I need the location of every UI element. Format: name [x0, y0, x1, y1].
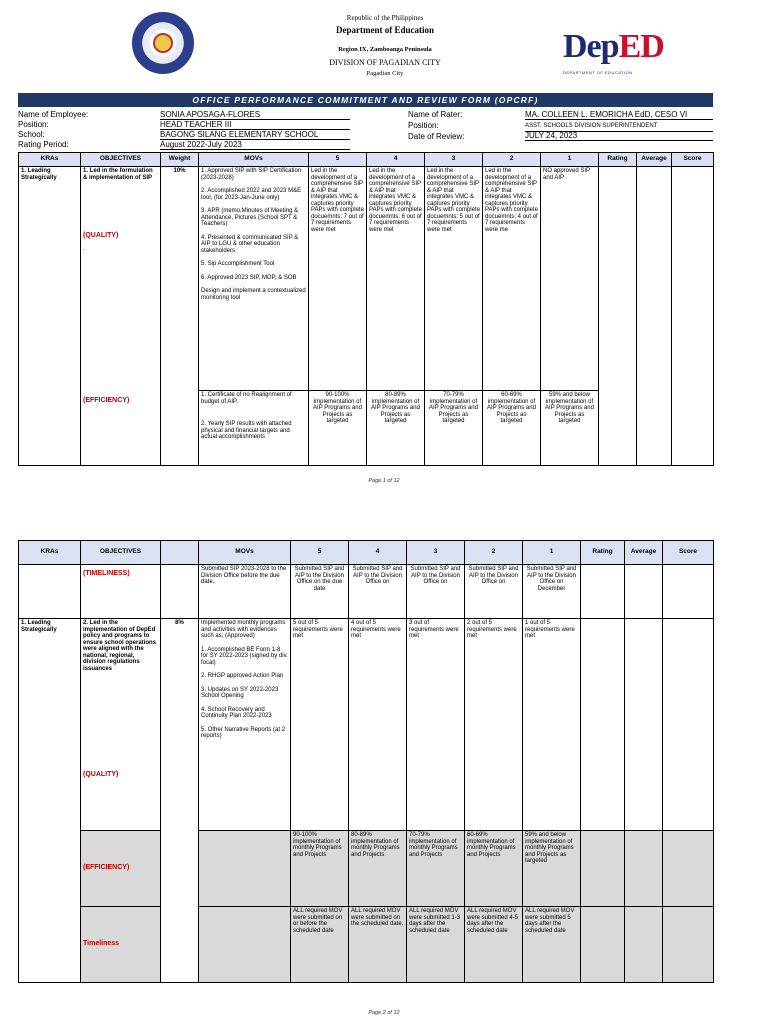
col-movs: MOVs: [199, 153, 309, 167]
timeliness-2-cell: Submitted SIP and AIP to the Division Office on: [465, 565, 523, 619]
timeliness-3-cell: Submitted SIP and AIP to the Division Office on: [407, 565, 465, 619]
average-cell: [625, 565, 663, 619]
efficiency-label: (EFFICIENCY): [83, 396, 130, 404]
mov-item: 2. Yearly SIP results with attached physical and financial targets and actual accomplishments: [201, 421, 292, 440]
mov-item: 5. Sip Accomplishment Tool: [201, 261, 275, 267]
mov-item: 2. RHGP approved Action Plan: [201, 673, 284, 679]
timeliness-objective-cell: [81, 565, 161, 619]
col-rating-4: 4: [349, 541, 407, 565]
movs-efficiency-cell: [199, 831, 291, 907]
rating-cell: [581, 619, 625, 831]
table-row: [19, 619, 714, 831]
mov-item: 1. Accomplished BE Form 1-8 for SY 2022-2023 (signed by div. focal): [201, 646, 288, 666]
republic-text: Republic of the Philippines: [346, 14, 424, 22]
page-number: Page 1 of 12: [368, 478, 400, 484]
col-rating-3: 3: [425, 153, 483, 167]
efficiency-objective-cell: [81, 831, 161, 907]
employee-name-label: Name of Employee:: [18, 110, 89, 119]
quality-4-cell: Led in the development of a comprehensive SIP & AIP that integrates VMC & captures priority PAPs with complete docuemnts: 6 out of 7 requirements were met: [367, 167, 425, 391]
deped-seal-icon: [132, 12, 194, 74]
col-score: Score: [672, 153, 714, 167]
movs-efficiency-cell: [199, 391, 309, 466]
average-cell: [625, 619, 663, 831]
quality-label: (QUALITY): [83, 232, 119, 239]
average-cell: [625, 907, 663, 983]
mov-item: 1. Approved SIP with SIP Certification (2023-2028): [201, 168, 302, 181]
mov-item: 6. Approved 2023 SIP, MOP, & SOB: [201, 274, 297, 281]
col-rating: Rating: [599, 153, 637, 167]
employee-name: SONIA APOSAGA-FLORES: [160, 110, 350, 120]
quality-5-cell: 5 out of 5 requirements were met: [291, 619, 349, 831]
col-score: Score: [663, 541, 714, 565]
efficiency-4-cell: 80-89% implementation of monthly Programs and Projects: [349, 831, 407, 907]
rater-position-label: Position:: [408, 121, 439, 130]
col-weight: [161, 541, 199, 565]
timeliness2-5-cell: ALL required MOV were submitted on or before the scheduled date: [291, 907, 349, 983]
rating-period: August 2022-July 2023: [160, 140, 350, 150]
mov-item: 2. Accomplished 2022 and 2023 M&E tool, (for 2023-Jan-June only): [201, 188, 302, 201]
employee-position: HEAD TEACHER III: [160, 120, 350, 130]
weight-cell: 10%: [161, 167, 199, 466]
department-text: Department of Education: [336, 25, 434, 35]
col-rating-1: 1: [541, 153, 599, 167]
table-row: [19, 907, 714, 983]
timeliness-label: (TIMELINESS): [83, 570, 130, 577]
col-rating-5: 5: [309, 153, 367, 167]
objective-text: 2. Led in the implementation of DepEd policy and programs to ensure school operations were aligned with the national, regional, division regulations issuances: [83, 620, 157, 672]
timeliness2-3-cell: ALL required MOV were submitted 1-3 days after the scheduled date: [407, 907, 465, 983]
efficiency-1-cell: 59% and below implementation of AIP Programs and Projects as targeted: [541, 391, 599, 466]
dot-text: .: [83, 245, 85, 252]
quality-2-cell: 2 out of 5 requirements were met: [465, 619, 523, 831]
form-title: OFFICE PERFORMANCE COMMITMENT AND REVIEW FORM (OPCRF): [18, 93, 713, 107]
objective-text: 1. Led in the formulation & implementation of SIP: [83, 168, 153, 181]
objective-cell: [81, 619, 161, 831]
col-weight: Weight: [161, 153, 199, 167]
efficiency-objective-cell: [81, 391, 161, 466]
review-date-label: Date of Review:: [408, 132, 465, 141]
col-rating-4: 4: [367, 153, 425, 167]
efficiency-1-cell: 59% and below implementation of monthly Programs and Projects as targeted: [523, 831, 581, 907]
deped-logo-text: DepED: [563, 28, 664, 65]
movs-timeliness2-cell: [199, 907, 291, 983]
mov-item: Design and implement a contextualized monitoring tool: [201, 288, 306, 301]
quality-5-cell: Led in the development of a comprehensive SIP & AIP that integrates VMC & captures priority PAPs with complete docuemnts: 7 out of 7 requirements were met: [309, 167, 367, 391]
opcrf-table-page-1: [18, 152, 714, 466]
kra-cell-empty: [19, 565, 81, 619]
employee-school: BAGONG SILANG ELEMENTARY SCHOOL: [160, 130, 350, 140]
average-cell: [625, 831, 663, 907]
timeliness-1-cell: Submitted SIP and AIP to the Division Office on December: [523, 565, 581, 619]
quality-4-cell: 4 out of 5 requirements were met: [349, 619, 407, 831]
rating-cell: [581, 565, 625, 619]
quality-label: (QUALITY): [83, 771, 119, 778]
average-cell: [637, 167, 672, 466]
col-rating-3: 3: [407, 541, 465, 565]
page-1: [0, 0, 768, 500]
movs-quality-cell: [199, 619, 291, 831]
table-row: [19, 167, 714, 391]
efficiency-3-cell: 70-79% implementation of AIP Programs and Projects as targeted: [425, 391, 483, 466]
review-date: JULY 24, 2023: [525, 131, 713, 141]
col-rating-1: 1: [523, 541, 581, 565]
table-header-row: [19, 541, 714, 565]
score-cell: [663, 831, 714, 907]
timeliness2-label: Timeliness: [83, 940, 120, 948]
efficiency-5-cell: 90-100% implementation of monthly Programs and Projects: [291, 831, 349, 907]
efficiency-5-cell: 90-100% implementation of AIP Programs and Projects as targeted: [309, 391, 367, 466]
timeliness2-4-cell: ALL required MOV were submitted on the scheduled date.: [349, 907, 407, 983]
movs-quality-cell: [199, 167, 309, 391]
rater-position: ASST. SCHOOLS DIVISION SUPERINTENDENT: [525, 122, 713, 132]
col-kras: KRAs: [19, 541, 81, 565]
employee-position-label: Position:: [18, 120, 49, 129]
timeliness2-objective-cell: [81, 907, 161, 983]
rating-cell: [581, 831, 625, 907]
timeliness-mov-cell: Submitted SIP 2023-2028 to the Division Office before the due date.: [199, 565, 291, 619]
timeliness-4-cell: Submitted SIP and AIP to the Division Office on: [349, 565, 407, 619]
quality-2-cell: Led in the development of a comprehensive SIP & AIP that integrates VMC & captures priority PAPs with complete docuemnts: 4 out of 7 requirements were me: [483, 167, 541, 391]
rating-cell: [581, 907, 625, 983]
col-movs: MOVs: [199, 541, 291, 565]
quality-1-cell: NO approved SIP and AIP: [541, 167, 599, 391]
timeliness2-2-cell: ALL required MOV were submitted 4-5 days after the scheduled date: [465, 907, 523, 983]
rater-name-label: Name of Rater:: [408, 110, 463, 119]
quality-3-cell: 3 out of requirements were met: [407, 619, 465, 831]
employee-school-label: School:: [18, 130, 45, 139]
opcrf-table-page-2: [18, 540, 714, 983]
col-rating-2: 2: [483, 153, 541, 167]
weight-cell-empty: [161, 565, 199, 619]
mov-item: 4. School Recovery and Continuity Plan 2022-2023: [201, 706, 272, 719]
col-rating: Rating: [581, 541, 625, 565]
region-text: Region IX, Zamboanga Peninsula: [338, 46, 432, 53]
efficiency-4-cell: 80-89% implementation of AIP Programs and Projects as targeted: [367, 391, 425, 466]
timeliness2-1-cell: ALL required MOV were submitted 5 days after the scheduled date: [523, 907, 581, 983]
mov-item: 1. Certificate of no Realignment of budget of AIP.: [201, 392, 292, 405]
kra-cell: 1. Leading Strategically: [19, 167, 81, 466]
quality-3-cell: Led in the development of a comprehensive SIP & AIP that integrates VMC & captures priority PAPs with complete docuemnts: 5 out of 7 requirements were met: [425, 167, 483, 391]
col-rating-5: 5: [291, 541, 349, 565]
mov-item: 3. Updates on SY 2022-2023 School Opening: [201, 686, 279, 699]
score-cell: [663, 907, 714, 983]
col-kras: KRAs: [19, 153, 81, 167]
weight-cell: 8%: [161, 619, 199, 983]
col-objectives: OBJECTIVES: [81, 153, 161, 167]
col-rating-2: 2: [465, 541, 523, 565]
score-cell: [663, 619, 714, 831]
table-row: [19, 831, 714, 907]
page-number: Page 2 of 12: [368, 1010, 400, 1016]
efficiency-2-cell: 60-69% implementation of AIP Programs and Projects as targeted: [483, 391, 541, 466]
efficiency-2-cell: 60-69% implementation of monthly Programs and Projects: [465, 831, 523, 907]
objective-cell: [81, 167, 161, 391]
col-average: Average: [625, 541, 663, 565]
mov-item: 5. Other Narrative Reports (at 2 reports): [201, 726, 286, 739]
efficiency-label: (EFFICIENCY): [83, 864, 130, 872]
city-text: Pagadian City: [366, 70, 404, 77]
timeliness-5-cell: Submitted SIP and AIP to the Division Office on the due date: [291, 565, 349, 619]
quality-1-cell: 1 out of 5 requirements were met: [523, 619, 581, 831]
page-2: [0, 512, 768, 1024]
table-header-row: [19, 153, 714, 167]
rater-name: MA. COLLEEN L. EMORICHA EdD, CESO VI: [525, 110, 713, 120]
col-average: Average: [637, 153, 672, 167]
mov-item: 4. Presented & communicated SIP & AIP to LGU & other education stakeholders: [201, 234, 299, 254]
col-objectives: OBJECTIVES: [81, 541, 161, 565]
score-cell: [663, 565, 714, 619]
rating-cell: [599, 167, 637, 466]
deped-logo-subtext: DEPARTMENT OF EDUCATION: [563, 70, 633, 75]
kra-cell: 1. Leading Strategically: [19, 619, 81, 983]
rating-period-label: Rating Period:: [18, 140, 69, 149]
table-row: [19, 565, 714, 619]
division-text: DIVISION OF PAGADIAN CITY: [329, 58, 441, 67]
deped-logo: [563, 28, 663, 83]
mov-item: 3. APR (memo,Minutes of Meeting & Attendance, Pictures (School SPT & Teachers): [201, 208, 299, 227]
score-cell: [672, 167, 714, 466]
mov-item: Implemented monthly programs and activities with evidences such as; (Approved): [201, 620, 286, 639]
efficiency-3-cell: 70-79% implementation of monthly Programs and Projects: [407, 831, 465, 907]
